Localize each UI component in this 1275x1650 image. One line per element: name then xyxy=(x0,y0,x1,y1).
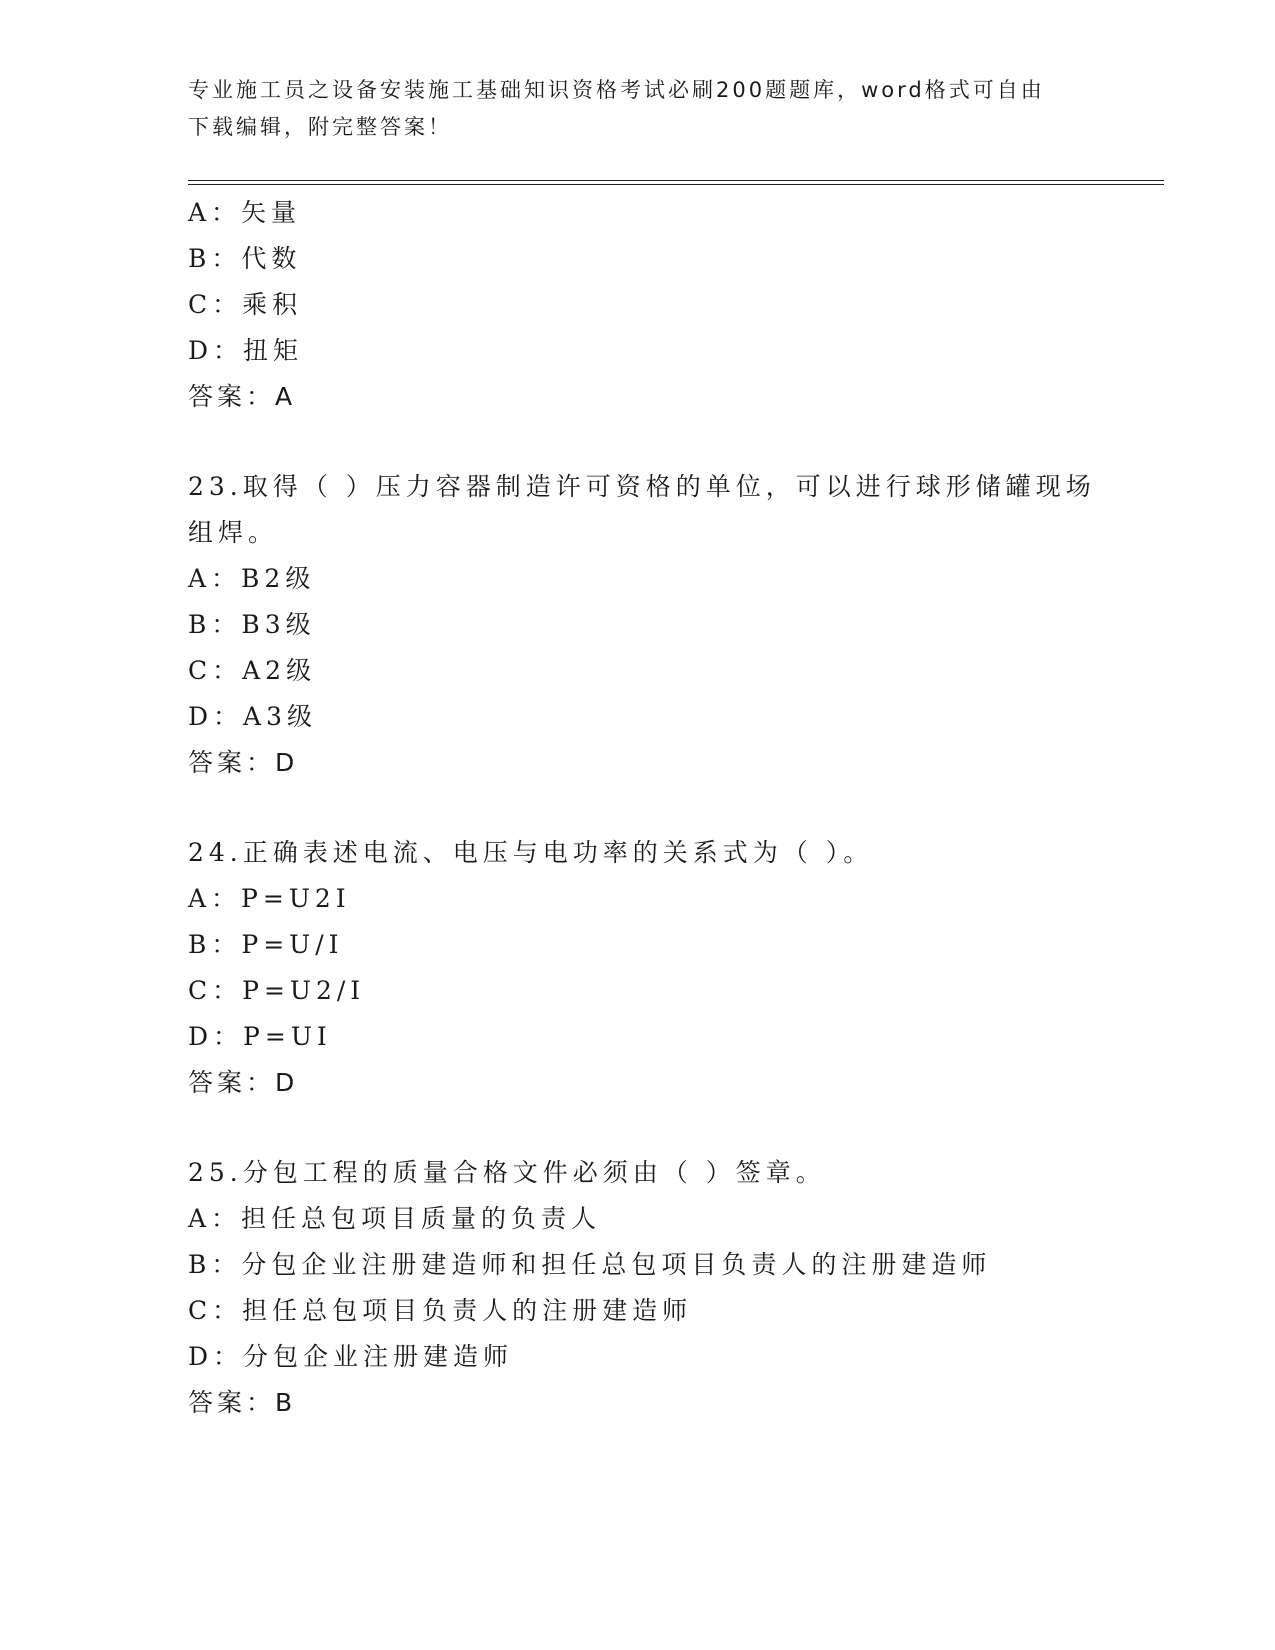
answer-label: 答案：B xyxy=(188,1388,297,1417)
option-a: A：担任总包项目质量的负责人 xyxy=(188,1204,602,1233)
question-stem: 25.分包工程的质量合格文件必须由（ ）签章。 xyxy=(188,1158,826,1187)
question-25 xyxy=(188,1150,1088,1426)
option-c: C：担任总包项目负责人的注册建造师 xyxy=(188,1296,693,1325)
question-24 xyxy=(188,830,1088,1106)
spacer xyxy=(188,420,1088,464)
option-d: D：分包企业注册建造师 xyxy=(188,1342,514,1371)
option-b: B：分包企业注册建造师和担任总包项目负责人的注册建造师 xyxy=(188,1250,992,1279)
option-a: A：P=U2I xyxy=(188,884,351,913)
header-divider xyxy=(188,180,1164,185)
option-c: C：乘积 xyxy=(188,290,303,319)
option-b: B：P=U/I xyxy=(188,930,344,959)
header-line-2: 下载编辑，附完整答案！ xyxy=(188,115,452,139)
document-header xyxy=(188,72,1088,146)
option-c: C：A2级 xyxy=(188,656,317,685)
option-a: A：B2级 xyxy=(188,564,316,593)
option-c: C：P=U2/I xyxy=(188,976,366,1005)
question-23 xyxy=(188,464,1096,786)
option-d: D：P=UI xyxy=(188,1022,332,1051)
question-stem: 24.正确表述电流、电压与电功率的关系式为（ ）。 xyxy=(188,838,874,867)
question-stem-line-1: 23.取得（ ）压力容器制造许可资格的单位，可以进行球形储罐现场 xyxy=(188,472,1096,501)
option-d: D：A3级 xyxy=(188,702,318,731)
answer-label: 答案：D xyxy=(188,1068,299,1097)
answer-label: 答案：D xyxy=(188,748,299,777)
question-22 xyxy=(188,190,1088,420)
spacer xyxy=(188,1106,1088,1150)
option-d: D：扭矩 xyxy=(188,336,304,365)
header-line-1: 专业施工员之设备安装施工基础知识资格考试必刷200题题库，word格式可自由 xyxy=(188,78,1045,102)
option-b: B：B3级 xyxy=(188,610,316,639)
spacer xyxy=(188,786,1088,830)
answer-label: 答案：A xyxy=(188,382,297,411)
question-list xyxy=(188,190,1096,1426)
option-a: A：矢量 xyxy=(188,198,302,227)
question-stem-line-2: 组焊。 xyxy=(188,518,279,547)
option-b: B：代数 xyxy=(188,244,302,273)
